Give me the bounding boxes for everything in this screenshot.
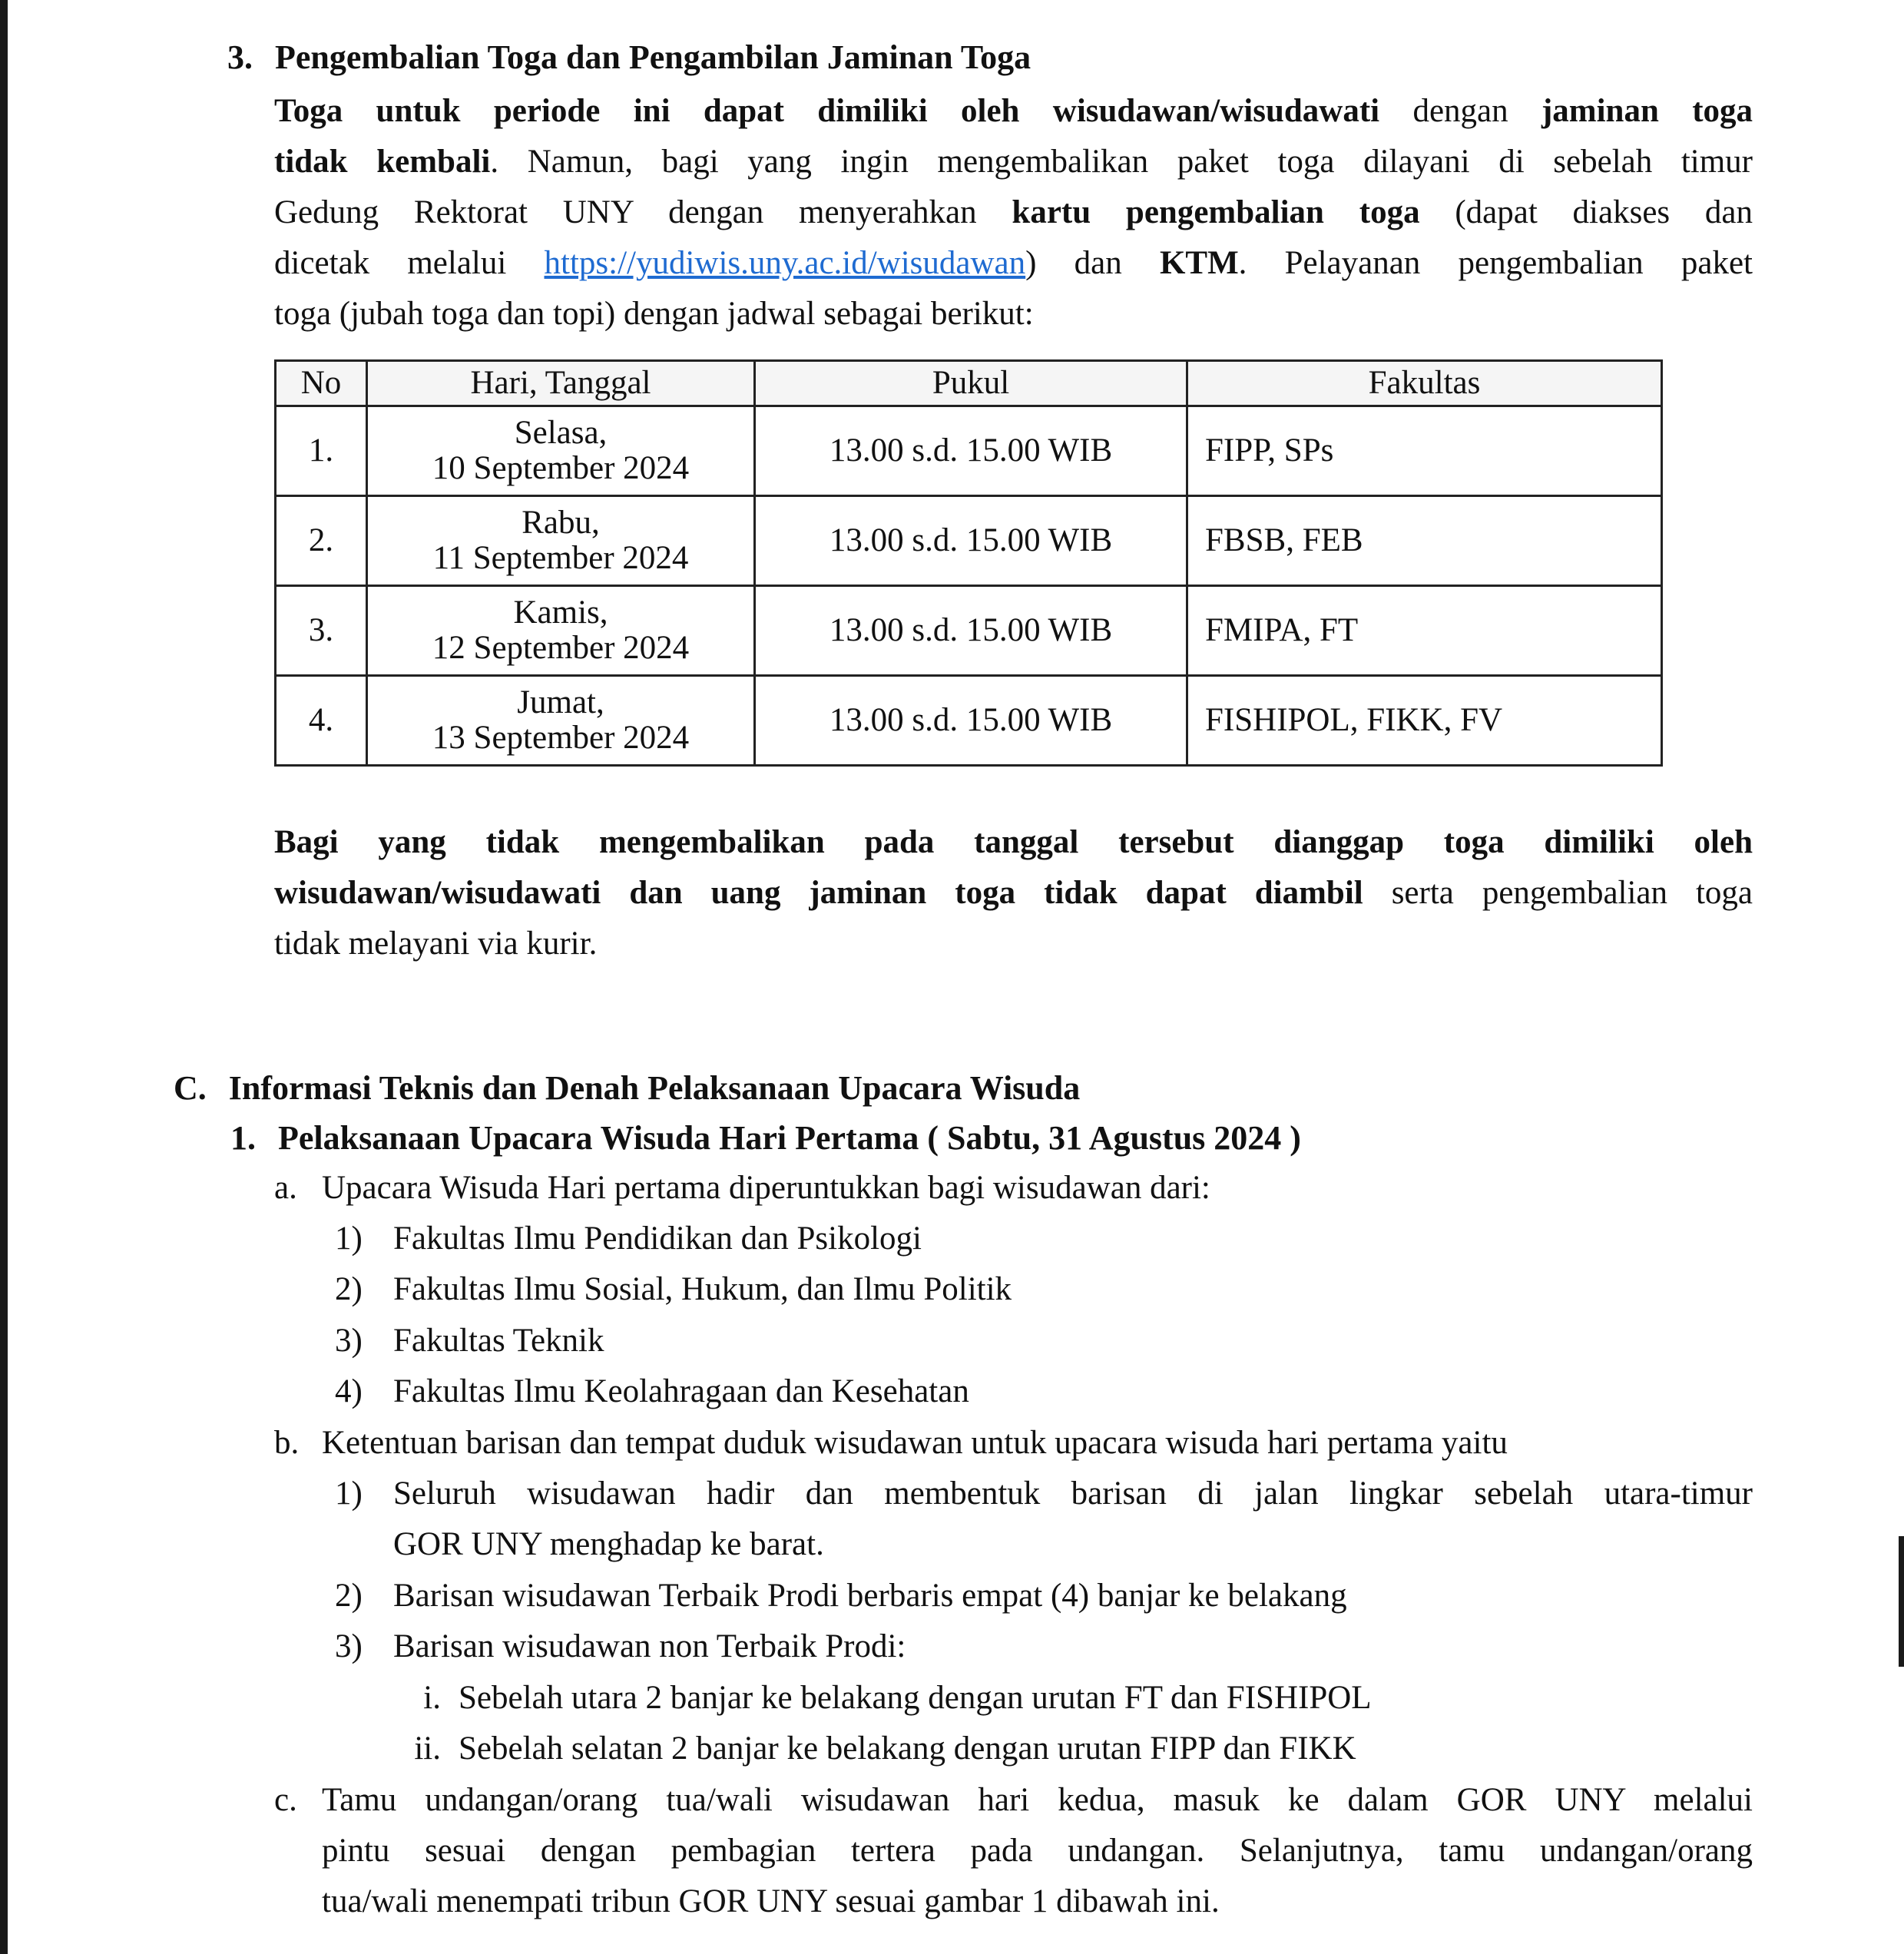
item-b-marker: b. [274,1425,300,1461]
item-a [274,1163,1210,1214]
list-item [335,1264,1012,1315]
subsection-1-title: Pelaksanaan Upacara Wisuda Hari Pertama ( Sabtu, 31 Agustus 2024 ) [278,1119,1301,1157]
list-text: Fakultas Teknik [393,1323,604,1359]
cell-time: 13.00 s.d. 15.00 WIB [755,406,1187,496]
paragraph-line [274,919,1753,969]
bold-text: wisudawan/wisudawati dan uang jaminan toga tidak dapat diambil [274,875,1363,911]
header-faculty: Fakultas [1187,361,1662,406]
item-c-marker: c. [274,1782,297,1818]
sub-list-item [392,1724,1356,1774]
sub-list-text: Sebelah utara 2 banjar ke belakang dengan urutan FT dan FISHIPOL [459,1680,1372,1716]
text: dicetak melalui [274,245,545,281]
cell-faculty: FBSB, FEB [1187,496,1662,586]
scan-edge-left [0,0,8,1954]
list-item [335,1316,604,1366]
list-marker: 4) [335,1373,363,1409]
bold-text: Toga untuk periode ini dapat dimiliki oleh wisudawan/wisudawati [274,93,1380,129]
cell-faculty: FISHIPOL, FIKK, FV [1187,676,1662,766]
cell-no: 1. [276,406,367,496]
day-text: Kamis, [513,594,608,631]
text: . Namun, bagi yang ingin mengembalikan paket toga dilayani di sebelah timur [490,144,1753,180]
section-3-title: Pengembalian Toga dan Pengambilan Jaminan Toga [275,38,1031,76]
sub-list-marker: ii. [414,1730,441,1767]
date-text: 11 September 2024 [432,540,689,576]
text: . Pelayanan pengembalian paket [1238,245,1753,281]
day-text: Rabu, [522,505,600,541]
paragraph-line [274,817,1753,868]
sub-list-item [392,1673,1372,1724]
scan-edge-right [1899,1536,1904,1667]
bold-text: tidak kembali [274,144,491,180]
item-a-text: Upacara Wisuda Hari pertama diperuntukkan bagi wisudawan dari: [322,1170,1210,1206]
bold-text: Bagi yang tidak mengembalikan pada tanggal tersebut dianggap toga dimiliki oleh [274,824,1753,860]
bold-text: jaminan toga [1541,93,1753,129]
list-text: Fakultas Ilmu Sosial, Hukum, dan Ilmu Politik [393,1271,1012,1307]
paragraph-line [274,187,1753,238]
list-text: Fakultas Ilmu Pendidikan dan Psikologi [393,1220,922,1257]
list-marker: 2) [335,1271,363,1307]
item-c-text [322,1775,1753,1927]
section-c-heading [174,1066,1080,1111]
item-c-line: pintu sesuai dengan pembagian tertera pada undangan. Selanjutnya, tamu undangan/orang [322,1833,1753,1869]
text: Gedung Rektorat UNY dengan menyerahkan [274,194,1012,230]
section-c-title: Informasi Teknis dan Denah Pelaksanaan Upacara Wisuda [228,1069,1081,1107]
section-3-number: 3. [227,38,253,76]
table-row [276,676,1662,766]
list-text [393,1469,1753,1570]
cell-time: 13.00 s.d. 15.00 WIB [755,496,1187,586]
item-b [274,1418,1508,1469]
list-text: Barisan wisudawan non Terbaik Prodi: [393,1628,906,1664]
list-marker: 1) [335,1475,363,1512]
list-item [335,1214,922,1264]
list-item [335,1366,969,1417]
text: dengan [1379,93,1541,129]
cell-no: 3. [276,586,367,676]
item-c-line: tua/wali menempati tribun GOR UNY sesuai gambar 1 dibawah ini. [322,1883,1220,1919]
section-3-paragraph-1 [274,86,1753,339]
bold-text: kartu pengembalian toga [1012,194,1420,230]
list-text: Fakultas Ilmu Keolahragaan dan Kesehatan [393,1373,969,1409]
text: toga (jubah toga dan topi) dengan jadwal sebagai berikut: [274,296,1034,332]
item-b-text: Ketentuan barisan dan tempat duduk wisudawan untuk upacara wisuda hari pertama yaitu [322,1425,1508,1461]
list-item [335,1571,1347,1621]
item-a-marker: a. [274,1170,297,1206]
table-row [276,586,1662,676]
header-no: No [276,361,367,406]
text: (dapat diakses dan [1419,194,1753,230]
section-c-letter: C. [174,1069,207,1107]
table-header-row [276,361,1662,406]
text: tidak melayani via kurir. [274,926,598,962]
cell-faculty: FMIPA, FT [1187,586,1662,676]
subsection-1-heading [230,1116,1301,1161]
list-marker: 3) [335,1628,363,1664]
cell-no: 2. [276,496,367,586]
bold-text: KTM [1159,245,1239,281]
paragraph-line [274,289,1753,339]
header-date: Hari, Tanggal [367,361,755,406]
section-3-heading [227,35,1031,80]
wisudawan-link[interactable]: https://yudiwis.uny.ac.id/wisudawan [544,245,1026,281]
sub-list-text: Sebelah selatan 2 banjar ke belakang dengan urutan FIPP dan FIKK [459,1730,1356,1767]
sub-list-marker: i. [423,1680,441,1716]
list-marker: 3) [335,1323,363,1359]
cell-time: 13.00 s.d. 15.00 WIB [755,676,1187,766]
cell-faculty: FIPP, SPs [1187,406,1662,496]
paragraph-line [274,238,1753,289]
list-item [335,1621,906,1672]
table-row [276,496,1662,586]
cell-date [367,676,755,766]
cell-date [367,406,755,496]
item-c [274,1775,1753,1927]
list-text-line: Seluruh wisudawan hadir dan membentuk barisan di jalan lingkar sebelah utara-timur [393,1475,1753,1512]
section-3-paragraph-2 [274,817,1753,969]
list-marker: 1) [335,1220,363,1257]
list-marker: 2) [335,1578,363,1614]
date-text: 10 September 2024 [432,450,690,486]
return-schedule-table [274,359,1663,767]
paragraph-line [274,86,1753,137]
cell-no: 4. [276,676,367,766]
list-item [335,1469,1753,1570]
header-time: Pukul [755,361,1187,406]
paragraph-line [274,868,1753,919]
table-row [276,406,1662,496]
subsection-1-number: 1. [230,1119,256,1157]
date-text: 13 September 2024 [432,720,690,756]
list-text: Barisan wisudawan Terbaik Prodi berbaris empat (4) banjar ke belakang [393,1578,1347,1614]
cell-date [367,586,755,676]
date-text: 12 September 2024 [432,630,690,666]
paragraph-line [274,137,1753,187]
text: serta pengembalian toga [1363,875,1753,911]
cell-date [367,496,755,586]
cell-time: 13.00 s.d. 15.00 WIB [755,586,1187,676]
text: ) dan [1025,245,1160,281]
item-c-line: Tamu undangan/orang tua/wali wisudawan hari kedua, masuk ke dalam GOR UNY melalui [322,1782,1753,1818]
day-text: Selasa, [514,415,608,451]
day-text: Jumat, [517,684,604,720]
list-text-line: GOR UNY menghadap ke barat. [393,1526,824,1562]
